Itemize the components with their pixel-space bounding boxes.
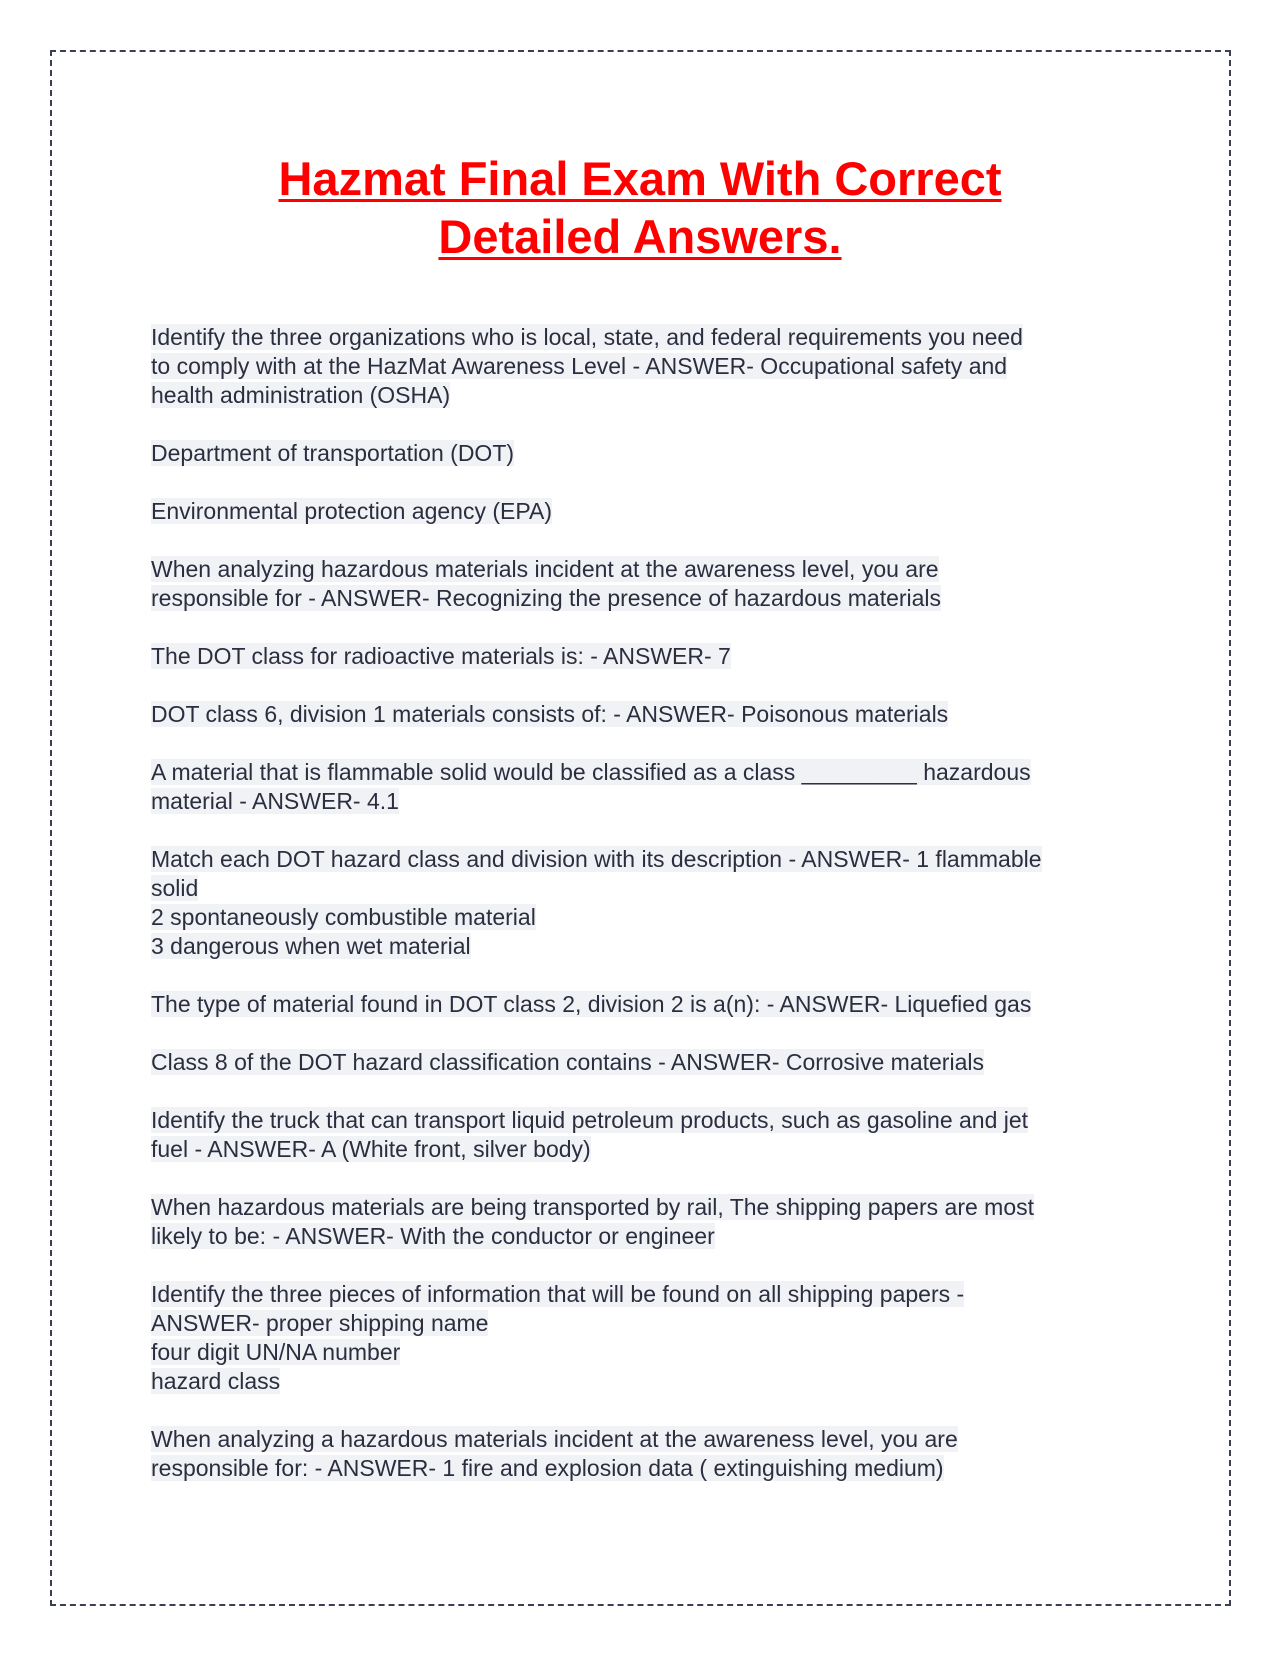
qa-line: [151, 1222, 1131, 1251]
qa-line-text: Identify the truck that can transport liquid petroleum products, such as gasoline and jet: [151, 1107, 1029, 1133]
qa-line-text: Environmental protection agency (EPA): [151, 498, 552, 524]
qa-line: [151, 932, 1131, 961]
qa-line: [151, 1425, 1131, 1454]
qa-line-text: When analyzing hazardous materials incident at the awareness level, you are: [151, 556, 939, 582]
qa-line-text: responsible for: - ANSWER- 1 fire and explosion data ( extinguishing medium): [151, 1455, 944, 1481]
qa-line: [151, 700, 1131, 729]
qa-line-text: Match each DOT hazard class and division with its description - ANSWER- 1 flammable: [151, 846, 1042, 872]
qa-paragraph: [151, 758, 1131, 816]
qa-line: [151, 1338, 1131, 1367]
qa-paragraph: [151, 1280, 1131, 1396]
qa-line-text: four digit UN/NA number: [151, 1339, 401, 1365]
qa-line: [151, 497, 1131, 526]
qa-line-text: 3 dangerous when wet material: [151, 933, 471, 959]
qa-line: [151, 1454, 1131, 1483]
qa-line: [151, 381, 1131, 410]
qa-line-text: ANSWER- proper shipping name: [151, 1310, 489, 1336]
qa-line-text: hazard class: [151, 1368, 281, 1394]
qa-line: [151, 1048, 1131, 1077]
qa-line: [151, 1106, 1131, 1135]
qa-line: [151, 903, 1131, 932]
qa-line: [151, 323, 1131, 352]
qa-line-text: 2 spontaneously combustible material: [151, 904, 536, 930]
qa-line: [151, 584, 1131, 613]
qa-line-text: Department of transportation (DOT): [151, 440, 515, 466]
qa-line: [151, 1367, 1131, 1396]
qa-line: [151, 787, 1131, 816]
qa-paragraph: [151, 323, 1131, 410]
title-line-1: Hazmat Final Exam With Correct: [278, 152, 1002, 205]
qa-line-text: DOT class 6, division 1 materials consists of: - ANSWER- Poisonous materials: [151, 701, 949, 727]
qa-content: [151, 323, 1131, 1512]
qa-line: [151, 642, 1131, 671]
qa-paragraph: [151, 845, 1131, 961]
qa-line: [151, 555, 1131, 584]
qa-line-text: The type of material found in DOT class 2, division 2 is a(n): - ANSWER- Liquefied gas: [151, 991, 1032, 1017]
qa-line-text: solid: [151, 875, 199, 901]
qa-line-text: Identify the three pieces of information that will be found on all shipping papers -: [151, 1281, 965, 1307]
document-title: [150, 150, 1130, 266]
qa-line: [151, 874, 1131, 903]
title-line-2: Detailed Answers.: [438, 210, 842, 263]
qa-line: [151, 990, 1131, 1019]
qa-line-text: When analyzing a hazardous materials incident at the awareness level, you are: [151, 1426, 958, 1452]
qa-line-text: responsible for - ANSWER- Recognizing the presence of hazardous materials: [151, 585, 942, 611]
qa-line: [151, 1193, 1131, 1222]
qa-line-text: material - ANSWER- 4.1: [151, 788, 399, 814]
qa-paragraph: [151, 1106, 1131, 1164]
qa-paragraph: [151, 439, 1131, 468]
qa-paragraph: [151, 700, 1131, 729]
qa-line: [151, 352, 1131, 381]
qa-line-text: Class 8 of the DOT hazard classification contains - ANSWER- Corrosive materials: [151, 1049, 984, 1075]
qa-line: [151, 845, 1131, 874]
qa-line-text: A material that is flammable solid would be classified as a class _________ hazardous: [151, 759, 1031, 785]
qa-paragraph: [151, 642, 1131, 671]
qa-paragraph: [151, 497, 1131, 526]
qa-paragraph: [151, 1193, 1131, 1251]
qa-line-text: health administration (OSHA): [151, 382, 451, 408]
qa-line-text: The DOT class for radioactive materials is: - ANSWER- 7: [151, 643, 731, 669]
qa-line: [151, 1135, 1131, 1164]
qa-paragraph: [151, 1425, 1131, 1483]
qa-line-text: Identify the three organizations who is local, state, and federal requirements you need: [151, 324, 1023, 350]
qa-paragraph: [151, 990, 1131, 1019]
qa-paragraph: [151, 1048, 1131, 1077]
qa-line: [151, 439, 1131, 468]
qa-line-text: likely to be: - ANSWER- With the conductor or engineer: [151, 1223, 715, 1249]
qa-paragraph: [151, 555, 1131, 613]
qa-line: [151, 758, 1131, 787]
qa-line: [151, 1280, 1131, 1309]
qa-line-text: to comply with at the HazMat Awareness Level - ANSWER- Occupational safety and: [151, 353, 1008, 379]
qa-line-text: fuel - ANSWER- A (White front, silver body): [151, 1136, 591, 1162]
qa-line-text: When hazardous materials are being transported by rail, The shipping papers are most: [151, 1194, 1034, 1220]
qa-line: [151, 1309, 1131, 1338]
